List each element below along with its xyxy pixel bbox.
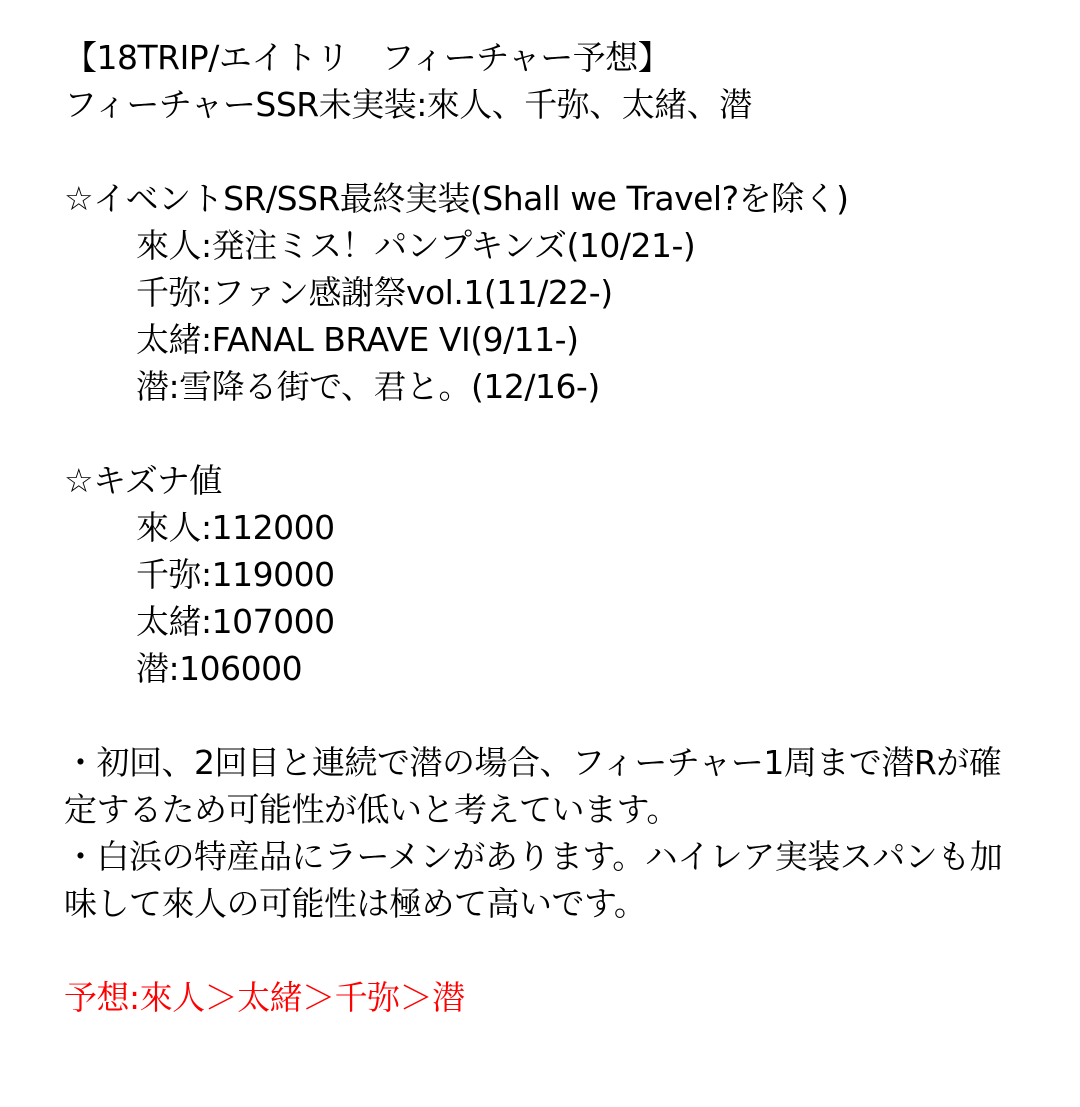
kizuna-item-raito: 來人:112000 <box>136 508 335 547</box>
prediction-line: 予想:來人＞太緒＞千弥＞潜 <box>64 978 465 1017</box>
event-section-heading: ☆イベントSR/SSR最終実装(Shall we Travel?を除く) <box>64 179 849 218</box>
spacer <box>64 692 1054 739</box>
kizuna-section-heading: ☆キズナ値 <box>64 461 222 500</box>
kizuna-item-sen: 潜:106000 <box>136 649 303 688</box>
event-item-sen: 潜:雪降る街で、君と。(12/16-) <box>136 367 600 406</box>
event-item-raito: 來人:発注ミス！パンプキンズ(10/21-) <box>136 226 696 265</box>
kizuna-item-chiya: 千弥:119000 <box>136 555 335 594</box>
document-title: 【18TRIP/エイトリ フィーチャー予想】 <box>64 38 671 77</box>
kizuna-item-tao: 太緒:107000 <box>136 602 335 641</box>
spacer <box>64 128 1054 175</box>
note-first: ・初回、2回目と連続で潜の場合、フィーチャー1周まで潜Rが確定するため可能性が低いと考えています。 <box>64 743 1002 829</box>
event-item-tao: 太緒:FANAL BRAVE VI(9/11-) <box>136 320 579 359</box>
spacer <box>64 410 1054 457</box>
spacer <box>64 927 1054 974</box>
note-second: ・白浜の特産品にラーメンがあります。ハイレア実装スパンも加味して來人の可能性は極めて高いです。 <box>64 837 1003 923</box>
unimplemented-line: フィーチャーSSR未実装:來人、千弥、太緒、潜 <box>64 85 752 124</box>
event-item-chiya: 千弥:ファン感謝祭vol.1(11/22-) <box>136 273 613 312</box>
document-body <box>64 34 1054 1021</box>
